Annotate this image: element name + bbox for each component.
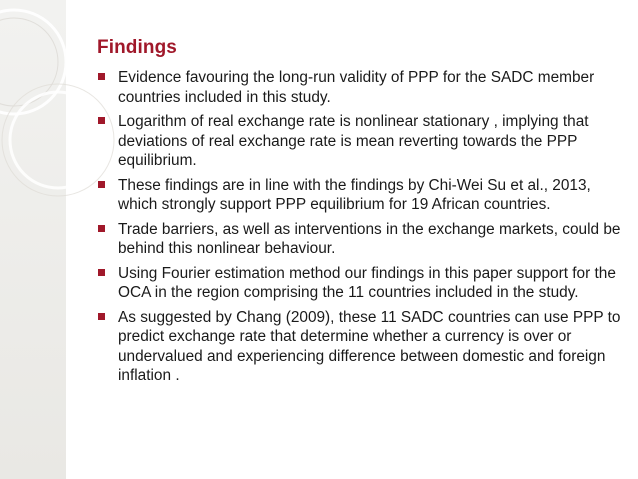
bullet-list	[98, 68, 628, 391]
square-bullet-icon	[98, 73, 105, 80]
bullet-text: Trade barriers, as well as interventions in the exchange markets, could be behind this nonlinear behaviour.	[118, 220, 621, 257]
square-bullet-icon	[98, 269, 105, 276]
bullet-text: These findings are in line with the findings by Chi-Wei Su et al., 2013, which strongly support PPP equilibrium for 19 African countries.	[118, 176, 591, 213]
square-bullet-icon	[98, 313, 105, 320]
slide-title: Findings	[97, 37, 177, 58]
list-item	[98, 308, 628, 386]
bullet-text: Using Fourier estimation method our findings in this paper support for the OCA in the region comprising the 11 countries included in the study.	[118, 264, 616, 301]
list-item	[98, 220, 628, 259]
sidebar-panel	[0, 0, 66, 479]
square-bullet-icon	[98, 225, 105, 232]
list-item	[98, 68, 628, 107]
list-item	[98, 176, 628, 215]
bullet-text: As suggested by Chang (2009), these 11 SADC countries can use PPP to predict exchange rate that determine whether a currency is over or undervalued and experiencing difference between domestic and foreign inflation .	[118, 308, 621, 384]
square-bullet-icon	[98, 117, 105, 124]
list-item	[98, 264, 628, 303]
bullet-text: Evidence favouring the long-run validity of PPP for the SADC member countries included in this study.	[118, 69, 595, 106]
bullet-text: Logarithm of real exchange rate is nonlinear stationary , implying that deviations of real exchange rate is mean reverting towards the PPP equilibrium.	[118, 113, 589, 169]
list-item	[98, 112, 628, 171]
square-bullet-icon	[98, 181, 105, 188]
